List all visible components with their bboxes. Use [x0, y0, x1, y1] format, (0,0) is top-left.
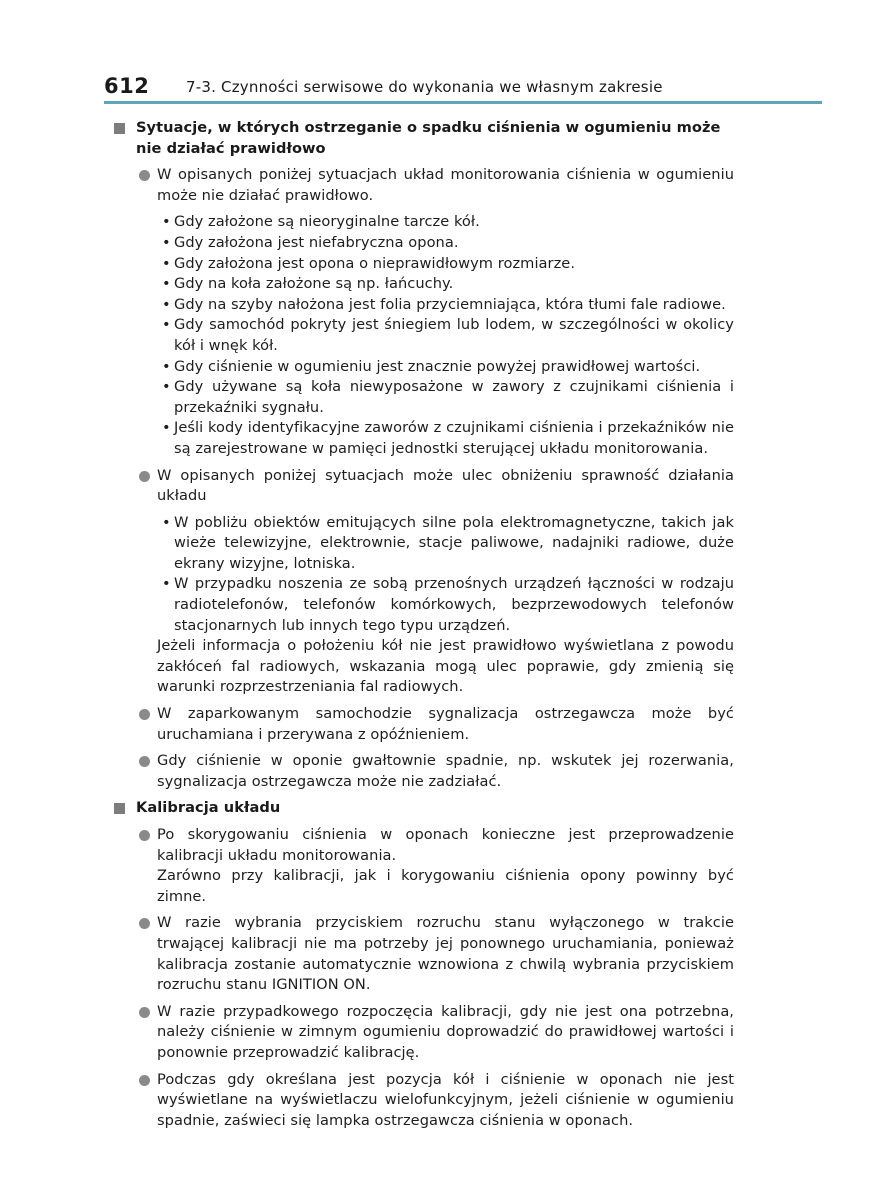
- section-heading: [114, 798, 734, 819]
- sub-list-item: [162, 357, 734, 378]
- circle-bullet-icon: [139, 471, 150, 482]
- square-bullet-icon: [114, 803, 125, 814]
- sub-list-item: [162, 233, 734, 254]
- list-item-text: Podczas gdy określana jest pozycja kół i ciśnienie w oponach nie jest wyświetlane na wyświetlaczu wielofunkcyjnym, jeżeli ciśnienie w ogumieniu spadnie, zaświeci się lampka ostrzegawcza ciśnienia w oponach.: [157, 1070, 734, 1129]
- list-item-text: W opisanych poniżej sytuacjach układ monitorowania ciśnienia w ogumieniu może nie działać prawidłowo.: [157, 166, 734, 204]
- circle-bullet-icon: [139, 1007, 150, 1018]
- sub-list-item: [162, 315, 734, 356]
- list-item-text: Gdy ciśnienie w oponie gwałtownie spadnie, np. wskutek jej rozerwania, sygnalizacja ostrzegawcza może nie zadziałać.: [157, 752, 734, 790]
- chapter-title: 7-3. Czynności serwisowe do wykonania we własnym zakresie: [186, 78, 663, 96]
- sub-list: [157, 212, 734, 459]
- page-header: [104, 74, 822, 104]
- circle-bullet-icon: [139, 918, 150, 929]
- page-number: 612: [104, 74, 150, 98]
- sub-list-item-text: W pobliżu obiektów emitujących silne pola elektromagnetyczne, takich jak wieże telewizyjne, elektrownie, stacje paliwowe, nadajniki radiowe, duże ekrany wizyjne, lotniska.: [174, 513, 734, 572]
- list-item: [114, 1002, 734, 1064]
- sub-list-item: [162, 513, 734, 575]
- dot-bullet-icon: •: [162, 233, 171, 251]
- header-divider: [104, 101, 822, 104]
- section: [114, 798, 734, 1131]
- dot-bullet-icon: •: [162, 254, 171, 272]
- section-heading-text: Kalibracja układu: [136, 799, 281, 817]
- sub-list-item: [162, 295, 734, 316]
- list-item-text: W razie przypadkowego rozpoczęcia kalibracji, gdy nie jest ona potrzebna, należy ciśnienie w zimnym ogumieniu doprowadzić do prawidłowej wartości i ponownie przeprowadzić kalibrację.: [157, 1002, 734, 1061]
- sub-list-item-text: Gdy używane są koła niewyposażone w zawory z czujnikami ciśnienia i przekaźniki sygnału.: [174, 378, 734, 416]
- circle-bullet-icon: [139, 756, 150, 767]
- list-item-text: W razie wybrania przyciskiem rozruchu stanu wyłączonego w trakcie trwającej kalibracji nie ma potrzeby jej ponownego uruchamiania, ponieważ kalibracja zostanie automatycznie wznowiona z chwilą wybrania przyciskiem rozruchu stanu IGNITION ON.: [157, 914, 734, 994]
- list-item: [114, 165, 734, 459]
- dot-bullet-icon: •: [162, 357, 171, 375]
- sub-list-item: [162, 212, 734, 233]
- list-item-note: Zarówno przy kalibracji, jak i korygowaniu ciśnienia opony powinny być zimne.: [157, 867, 734, 905]
- dot-bullet-icon: •: [162, 513, 171, 531]
- section-heading: [114, 118, 734, 159]
- list-item: [114, 751, 734, 792]
- sub-list-item-text: Gdy ciśnienie w ogumieniu jest znacznie powyżej prawidłowej wartości.: [174, 357, 701, 375]
- list-item: [114, 825, 734, 907]
- circle-bullet-icon: [139, 830, 150, 841]
- sub-list-item-text: Gdy założona jest opona o nieprawidłowym rozmiarze.: [174, 254, 576, 272]
- sub-list-item-text: Gdy na szyby nałożona jest folia przyciemniająca, która tłumi fale radiowe.: [174, 295, 726, 313]
- sub-list-item-text: Gdy założona jest niefabryczna opona.: [174, 233, 459, 251]
- list-item-text: W zaparkowanym samochodzie sygnalizacja ostrzegawcza może być uruchamiana i przerywana z opóźnieniem.: [157, 705, 734, 743]
- sub-list-item-text: Jeśli kody identyfikacyjne zaworów z czujnikami ciśnienia i przekaźników nie są zarejestrowane w pamięci jednostki sterującej układu monitorowania.: [174, 419, 734, 457]
- dot-bullet-icon: •: [162, 213, 171, 231]
- list-item: [114, 466, 734, 699]
- list-item-note: Jeżeli informacja o położeniu kół nie jest prawidłowo wyświetlana z powodu zakłóceń fal radiowych, wskazania mogą ulec poprawie, gdy zmienią się warunki rozprzestrzeniania fal radiowych.: [157, 637, 734, 696]
- list-item: [114, 913, 734, 995]
- list-item: [114, 704, 734, 745]
- dot-bullet-icon: •: [162, 419, 171, 437]
- list-item: [114, 1070, 734, 1132]
- circle-bullet-icon: [139, 170, 150, 181]
- circle-bullet-icon: [139, 709, 150, 720]
- dot-bullet-icon: •: [162, 316, 171, 334]
- circle-bullet-icon: [139, 1075, 150, 1086]
- list-item-text: W opisanych poniżej sytuacjach może ulec obniżeniu sprawność działania układu: [157, 466, 734, 505]
- dot-bullet-icon: •: [162, 575, 171, 593]
- sub-list-item: [162, 418, 734, 459]
- section-heading-text: Sytuacje, w których ostrzeganie o spadku ciśnienia w ogumieniu może nie działać prawidłowo: [136, 119, 721, 157]
- list-item-text: Po skorygowaniu ciśnienia w oponach konieczne jest przeprowadzenie kalibracji układu monitorowania.: [157, 826, 734, 864]
- sub-list-item: [162, 574, 734, 636]
- section: [114, 118, 734, 792]
- sub-list-item: [162, 274, 734, 295]
- sub-list-item-text: W przypadku noszenia ze sobą przenośnych urządzeń łączności w rodzaju radiotelefonów, telefonów komórkowych, bezprzewodowych telefonów stacjonarnych lub innych tego typu urządzeń.: [174, 575, 734, 634]
- sub-list: [157, 513, 734, 637]
- dot-bullet-icon: •: [162, 275, 171, 293]
- sub-list-item-text: Gdy samochód pokryty jest śniegiem lub lodem, w szczególności w okolicy kół i wnęk kół.: [174, 316, 734, 354]
- page-content: [114, 118, 734, 1137]
- sub-list-item-text: Gdy założone są nieoryginalne tarcze kół.: [174, 213, 480, 231]
- sub-list-item: [162, 377, 734, 418]
- dot-bullet-icon: •: [162, 378, 171, 396]
- sub-list-item-text: Gdy na koła założone są np. łańcuchy.: [174, 275, 454, 293]
- dot-bullet-icon: •: [162, 295, 171, 313]
- sub-list-item: [162, 254, 734, 275]
- square-bullet-icon: [114, 123, 125, 134]
